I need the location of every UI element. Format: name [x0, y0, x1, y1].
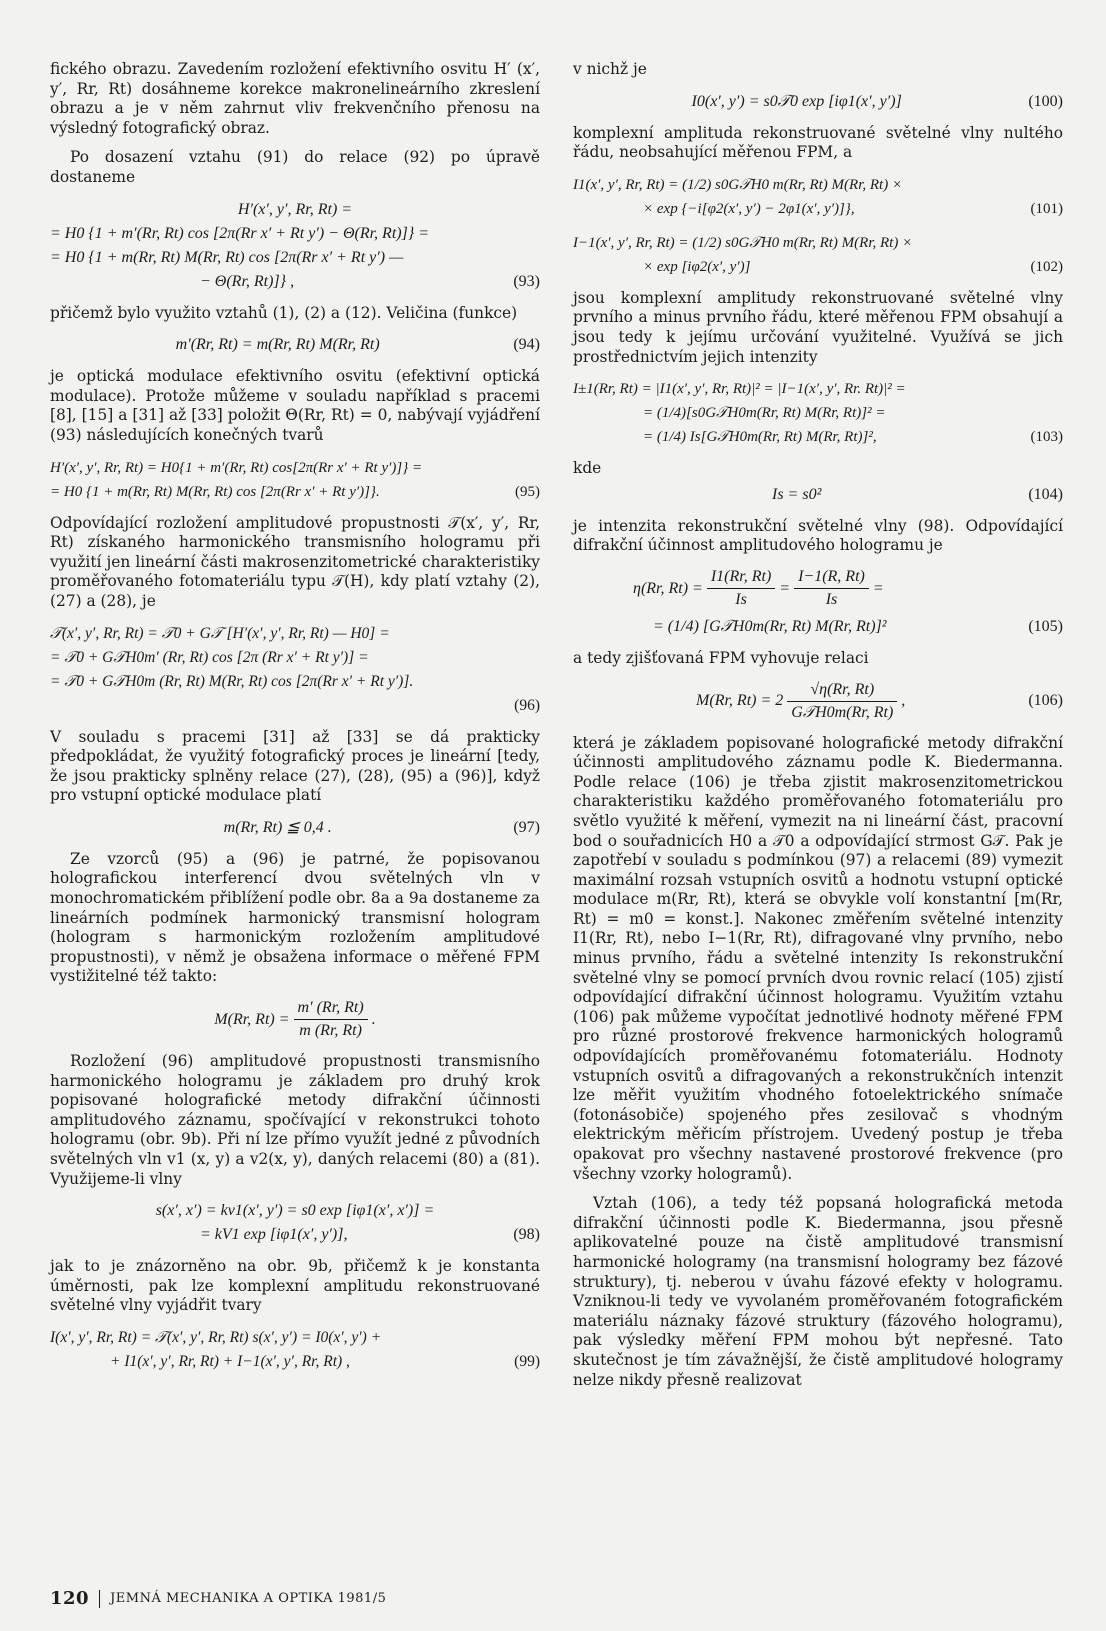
equation-103 [573, 377, 1063, 449]
equation-tail: . [371, 1010, 376, 1028]
equation-line: H′(x′, y′, Rr, Rt) = H0{1 + m′(Rr, Rt) cos[2π(Rr x′ + Rt y′)]} = [50, 459, 423, 476]
equation-line: I(x′, y′, Rr, Rt) = 𝒯(x′, y′, Rr, Rt) s(x′, y′) = I0(x′, y′) + [50, 1328, 382, 1346]
equation-93 [50, 198, 540, 294]
paragraph: V souladu s pracemi [31] až [33] se dá prakticky předpokládat, že využitý fotografický proces je lineární [tedy, že jsou prakticky splněny relace (27), (28), (95) a (96)], když pro vstupní optické modulace platí [50, 727, 540, 805]
equation-line: = 𝒯0 + G𝒯H0m′ (Rr, Rt) cos [2π (Rr x′ + Rt y′)] = [50, 648, 369, 666]
equation-94 [50, 333, 540, 357]
paragraph: Vztah (106), a tedy též popsaná holografická metoda difrakční účinnosti podle K. Biedermanna, jsou přesně aplikovatelné pouze na čistě amplitudové transmisní harmonické hologramy (na transmisní hologramy bez fázové struktury), tj. neberou v úvahu fázové efekty v hologramu. Vzniknou-li tedy ve vyvolaném proměřovaném fotografickém materiálu náznaky fázové struktury (fázového hologramu), pak výsledky měření FPM mohou být nepřesné. Tato skutečnost je tím závažnější, že čistě amplitudové hologramy nelze nikdy přesně realizovat [573, 1194, 1063, 1389]
equation-line: × exp [iφ2(x′, y′)] [643, 258, 751, 275]
equation-line: = H0 {1 + m(Rr, Rt) M(Rr, Rt) cos [2π(Rr x′ + Rt y′)]}. [50, 483, 380, 500]
equation-line: I−1(x′, y′, Rr, Rt) = (1/2) s0G𝒯H0 m(Rr, Rt) M(Rr, Rt) × [573, 234, 913, 251]
equation-97 [50, 816, 540, 840]
equation-number: (102) [1030, 258, 1063, 275]
page-footer [50, 1588, 386, 1609]
journal-name: JEMNÁ MECHANIKA A OPTIKA 1981/5 [110, 1591, 387, 1606]
equation-number: (95) [515, 483, 540, 500]
page-number: 120 [50, 1588, 90, 1609]
equation-number: (93) [513, 272, 540, 290]
equation-operator: = [779, 579, 791, 597]
equation-line: = 𝒯0 + G𝒯H0m (Rr, Rt) M(Rr, Rt) cos [2π(Rr x′ + Rt y′)]. [50, 672, 414, 690]
paragraph: která je základem popisované holografické metody difrakční účinnosti amplitudového záznamu podle K. Biedermanna. Podle relace (106) je třeba zjistit makrosenzitometrickou charakteristiku každého proměřovaného fotomateriálu pro světlo využité k měření, vymezit na ni lineární část, pracovní bod o souřadnicích H0 a 𝒯0 a odpovídající strmost G𝒯. Pak je zapotřebí v souladu s podmínkou (97) a relacemi (89) vymezit maximální rozsah vstupních osvitů a hodnotu vstupní optické modulace m(Rr, Rt), která se obvykle volí konstantní [m(Rr, Rt) = m0 = konst.]. Nakonec změřením světelné intenzity I1(Rr, Rt), nebo I−1(Rr, Rt), difragované vlny prvního, nebo minus prvního, řádu a světelné intenzity Is rekonstrukční světelné vlny se pomocí prvních dvou rovnic relací (105) zjistí odpovídající difrakční účinnost hologramu. Využitím vztahu (106) pak můžeme vypočítat jednotlivé hodnoty měřené FPM pro různé prostorové frekvence harmonických hologramů odpovídajících proměřovanému fotomateriálu. Hodnoty vstupních osvitů a difragovaných a rekonstrukčních intenzit lze měřit využitím vhodného fotoelektrického snímače (fotonásobiče) spojeného přes zesilovač s vhodným elektrickým měřicím přístrojem. Uvedený postup je třeba opakovat pro všechny nastavené prostorové frekvence (pro všechny vzorky hologramů). [573, 733, 1063, 1183]
equation-106 [573, 679, 1063, 724]
paragraph: jak to je znázorněno na obr. 9b, přičemž k je konstanta úměrnosti, pak lze komplexní amplitudu rekonstruované světelné vlny vyjádřit tvary [50, 1257, 540, 1315]
fraction-denominator: m (Rr, Rt) [299, 1022, 362, 1040]
footer-divider [99, 1590, 100, 1608]
paragraph: Rozložení (96) amplitudové propustnosti transmisního harmonického hologramu je základem pro druhý krok popisované holografické metody difrakční účinnosti amplitudového záznamu, spočívající v rekonstrukci tohoto hologramu (obr. 9b). Při ní lze přímo využít jedné z původních světelných vln v1 (x, y) a v2(x, y), daných relacemi (80) a (81). Využijeme-li vlny [50, 1052, 540, 1188]
equation-number: (98) [513, 1226, 540, 1244]
equation-line: 𝒯(x′, y′, Rr, Rt) = 𝒯0 + G𝒯 [H′(x′, y′, Rr, Rt) — H0] = [50, 624, 390, 642]
paragraph: a tedy zjišťovaná FPM vyhovuje relaci [573, 648, 869, 667]
equation-line: = H0 {1 + m(Rr, Rt) M(Rr, Rt) cos [2π(Rr x′ + Rt y′) — [50, 248, 404, 266]
fraction-numerator: I1(Rr, Rt) [707, 566, 775, 589]
equation-tail: , [901, 692, 906, 710]
equation-line: = (1/4)[s0G𝒯H0m(Rr, Rt) M(Rr, Rt)]² = [643, 405, 886, 422]
fraction-numerator: √η(Rr, Rt) [787, 679, 897, 702]
equation-line: m(Rr, Rt) ≦ 0,4 . [223, 818, 332, 836]
equation-99 [50, 1326, 540, 1374]
equation-line: = H0 {1 + m′(Rr, Rt) cos [2π(Rr x′ + Rt y′) − Θ(Rr, Rt)]} = [50, 224, 430, 242]
fraction [707, 566, 775, 611]
equation-line: = (1/4) [G𝒯H0m(Rr, Rt) M(Rr, Rt)]² [653, 617, 887, 635]
left-column [50, 60, 540, 1384]
equation-number: (103) [1030, 429, 1063, 446]
equation-number: (106) [1028, 692, 1063, 710]
equation-number: (101) [1030, 200, 1063, 217]
equation-lhs: η(Rr, Rt) = [633, 579, 703, 597]
equation-number: (104) [1028, 485, 1063, 503]
paragraph: Po dosazení vztahu (91) do relace (92) po úpravě dostaneme [50, 148, 540, 186]
paragraph: jsou komplexní amplitudy rekonstruované světelné vlny prvního a minus prvního řádu, které měřenou FPM obsahují a jsou tedy k jejímu určování využitelné. Využívá se jich prostřednictvím jejich intenzity [573, 288, 1063, 366]
equation-line: × exp {−i[φ2(x′, y′) − 2φ1(x′, y′)]}, [643, 200, 855, 217]
paragraph: fického obrazu. Zavedením rozložení efektivního osvitu H′ (x′, y′, Rr, Rt) dosáhneme korekce makronelineárního zkreslení obrazu a je v něm zahrnut vliv frekvenčního přenosu na výsledný fotografický obraz. [50, 60, 540, 137]
paragraph: kde [573, 459, 602, 478]
equation-M [50, 997, 540, 1042]
equation-line: + I1(x′, y′, Rr, Rt) + I−1(x′, y′, Rr, Rt) , [110, 1352, 350, 1370]
fraction [294, 997, 368, 1042]
equation-number: (96) [514, 696, 540, 714]
equation-100 [573, 90, 1063, 114]
equation-line: I±1(Rr, Rt) = |I1(x′, y′, Rr, Rt)|² = |I−1(x′, y′, Rr. Rt)|² = [573, 381, 906, 398]
equation-101 [573, 173, 1063, 221]
right-column [573, 60, 1063, 1400]
equation-105 [573, 566, 1063, 611]
equation-line: Is = s0² [771, 485, 822, 503]
equation-tail: = [872, 579, 884, 597]
equation-line: I1(x′, y′, Rr, Rt) = (1/2) s0G𝒯H0 m(Rr, Rt) M(Rr, Rt) × [573, 176, 903, 193]
equation-line: m′(Rr, Rt) = m(Rr, Rt) M(Rr, Rt) [175, 336, 380, 354]
equation-number: (97) [513, 818, 540, 836]
equation-line: = (1/4) Is[G𝒯H0m(Rr, Rt) M(Rr, Rt)]², [643, 429, 877, 446]
equation-102 [573, 231, 1063, 279]
equation-line: = kV1 exp [iφ1(x′, y′)], [200, 1226, 348, 1244]
equation-number: (100) [1028, 92, 1063, 110]
equation-line: s(x′, x′) = kv1(x′, y′) = s0 exp [iφ1(x′, x′)] = [155, 1202, 435, 1220]
equation-line: I0(x′, y′) = s0𝒯0 exp [iφ1(x′, y′)] [691, 92, 902, 110]
paragraph: Ze vzorců (95) a (96) je patrné, že popisovanou holografickou interferencí dvou světelných vln v monochromatickém přiblížení podle obr. 8a a 9a dostaneme za lineárních podmínek harmonický transmisní hologram (hologram s harmonickým rozložením amplitudové propustnosti), v němž je obsažena informace o měřené FPM vystižitelné též takto: [50, 849, 540, 986]
equation-line: − Θ(Rr, Rt)]} , [200, 272, 295, 290]
fraction [787, 679, 897, 724]
paragraph: v nichž je [573, 60, 647, 78]
fraction-denominator: Is [735, 590, 747, 608]
equation-95 [50, 456, 540, 504]
fraction [794, 566, 869, 611]
paragraph: je intenzita rekonstrukční světelné vlny (98). Odpovídající difrakční účinnost amplitudového hologramu je [573, 516, 1063, 555]
fraction-denominator: Is [825, 590, 838, 608]
equation-104 [573, 483, 1063, 507]
equation-96 [50, 622, 540, 718]
equation-number: (105) [1028, 617, 1063, 635]
equation-number: (94) [513, 336, 540, 354]
equation-line: H′(x′, y′, Rr, Rt) = [237, 200, 353, 218]
equation-lhs: M(Rr, Rt) = [214, 1010, 290, 1028]
equation-number: (99) [514, 1352, 540, 1370]
equation-lhs: M(Rr, Rt) = 2 [696, 692, 784, 710]
fraction-numerator: I−1(R, Rt) [794, 566, 869, 589]
equation-105-line2 [573, 615, 1063, 639]
paragraph: komplexní amplituda rekonstruované světelné vlny nultého řádu, neobsahující měřenou FPM, a [573, 123, 1063, 162]
fraction-numerator: m′ (Rr, Rt) [294, 997, 368, 1020]
fraction-denominator: G𝒯H0m(Rr, Rt) [791, 703, 894, 721]
paragraph: přičemž bylo využito vztahů (1), (2) a (12). Veličina (funkce) [50, 303, 518, 322]
paragraph: je optická modulace efektivního osvitu (efektivní optická modulace). Protože můžeme v souladu například s pracemi [8], [15] a [31] až [33] položit Θ(Rr, Rt) = 0, nabývají vyjádření (93) následujících konečných tvarů [50, 367, 540, 444]
equation-98 [50, 1199, 540, 1247]
paragraph: Odpovídající rozložení amplitudové propustnosti 𝒯(x′, y′, Rr, Rt) získaného harmonického transmisního hologramu při využití jen lineární části makrosenzitometrické charakteristiky proměřovaného fotomateriálu typu 𝒯(H), kdy platí vztahy (2), (27) a (28), je [50, 513, 540, 610]
equation-body [573, 679, 1028, 724]
